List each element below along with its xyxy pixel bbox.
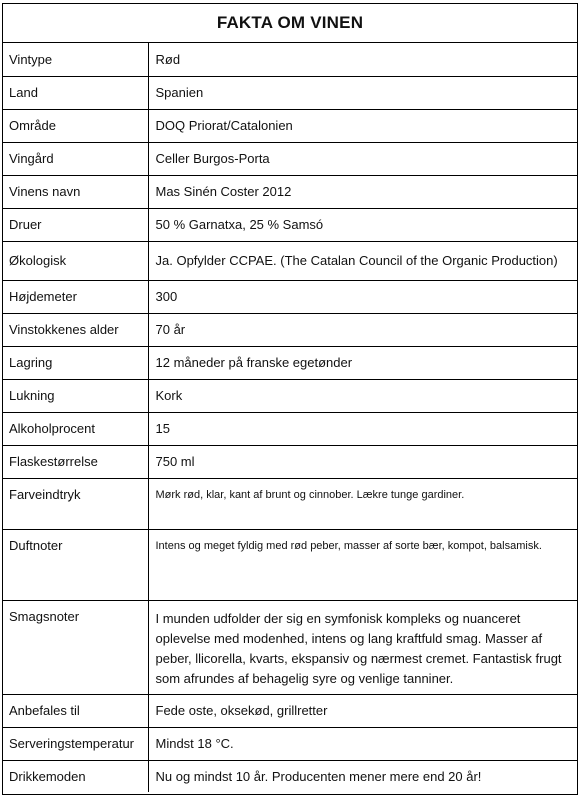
row-label: Vinens navn <box>3 175 148 208</box>
table-row <box>3 694 577 727</box>
row-label: Farveindtryk <box>3 478 148 529</box>
table-row <box>3 445 577 478</box>
row-label: Serveringstemperatur <box>3 727 148 760</box>
row-label: Lagring <box>3 346 148 379</box>
table-row <box>3 478 577 529</box>
table-row <box>3 280 577 313</box>
row-value: Celler Burgos-Porta <box>148 142 577 175</box>
row-label: Land <box>3 76 148 109</box>
table-row <box>3 313 577 346</box>
row-label: Vingård <box>3 142 148 175</box>
row-value: Nu og mindst 10 år. Producenten mener mere end 20 år! <box>148 760 577 792</box>
row-label: Økologisk <box>3 241 148 280</box>
table-row <box>3 346 577 379</box>
row-label: Duftnoter <box>3 529 148 600</box>
row-value: 70 år <box>148 313 577 346</box>
table-row <box>3 43 577 76</box>
table-row <box>3 600 577 694</box>
row-value: 300 <box>148 280 577 313</box>
row-value: Rød <box>155 51 181 67</box>
table-row <box>3 208 577 241</box>
table-row <box>3 241 577 280</box>
row-label: Højdemeter <box>3 280 148 313</box>
row-label: Alkoholprocent <box>3 412 148 445</box>
row-value: I munden udfolder der sig en symfonisk kompleks og nuanceret oplevelse med modenhed, intens og lang kraftfuld smag. Masser af peber, llicorella, kvarts, ekspansiv og nærmest cremet. Fantastisk frugt som afrundes af behagelig syre og venlige tanniner. <box>148 600 577 694</box>
row-value: Fede oste, oksekød, grillretter <box>148 694 577 727</box>
table-row <box>3 142 577 175</box>
row-label: Flaskestørrelse <box>3 445 148 478</box>
table-row <box>3 76 577 109</box>
row-label: Vinstokkenes alder <box>3 313 148 346</box>
row-value: Mindst 18 °C. <box>148 727 577 760</box>
row-label: Vintype <box>3 43 148 76</box>
row-label: Område <box>3 109 148 142</box>
table-row <box>3 412 577 445</box>
row-value: 50 % Garnatxa, 25 % Samsó <box>148 208 577 241</box>
row-label: Lukning <box>3 379 148 412</box>
row-value: 750 ml <box>148 445 577 478</box>
table-row <box>3 727 577 760</box>
row-label: Anbefales til <box>3 694 148 727</box>
row-label: Druer <box>3 208 148 241</box>
table-row <box>3 379 577 412</box>
table-row <box>3 175 577 208</box>
row-value: DOQ Priorat/Catalonien <box>148 109 577 142</box>
row-label: Drikkemoden <box>3 760 148 792</box>
row-value: Spanien <box>148 76 577 109</box>
row-label: Smagsnoter <box>3 600 148 694</box>
row-value: Intens og meget fyldig med rød peber, masser af sorte bær, kompot, balsamisk. <box>148 529 577 600</box>
table-row <box>3 529 577 600</box>
row-value: Kork <box>148 379 577 412</box>
row-value: Ja. Opfylder CCPAE. (The Catalan Council of the Organic Production) <box>148 241 577 280</box>
row-value: 12 måneder på franske egetønder <box>148 346 577 379</box>
table-row <box>3 760 577 792</box>
row-value: 15 <box>148 412 577 445</box>
row-value: Mørk rød, klar, kant af brunt og cinnober. Lækre tunge gardiner. <box>148 478 577 529</box>
wine-facts-sheet <box>2 3 578 795</box>
facts-table <box>3 43 577 792</box>
row-value: Mas Sinén Coster 2012 <box>148 175 577 208</box>
page-title: FAKTA OM VINEN <box>3 4 577 43</box>
table-row <box>3 109 577 142</box>
